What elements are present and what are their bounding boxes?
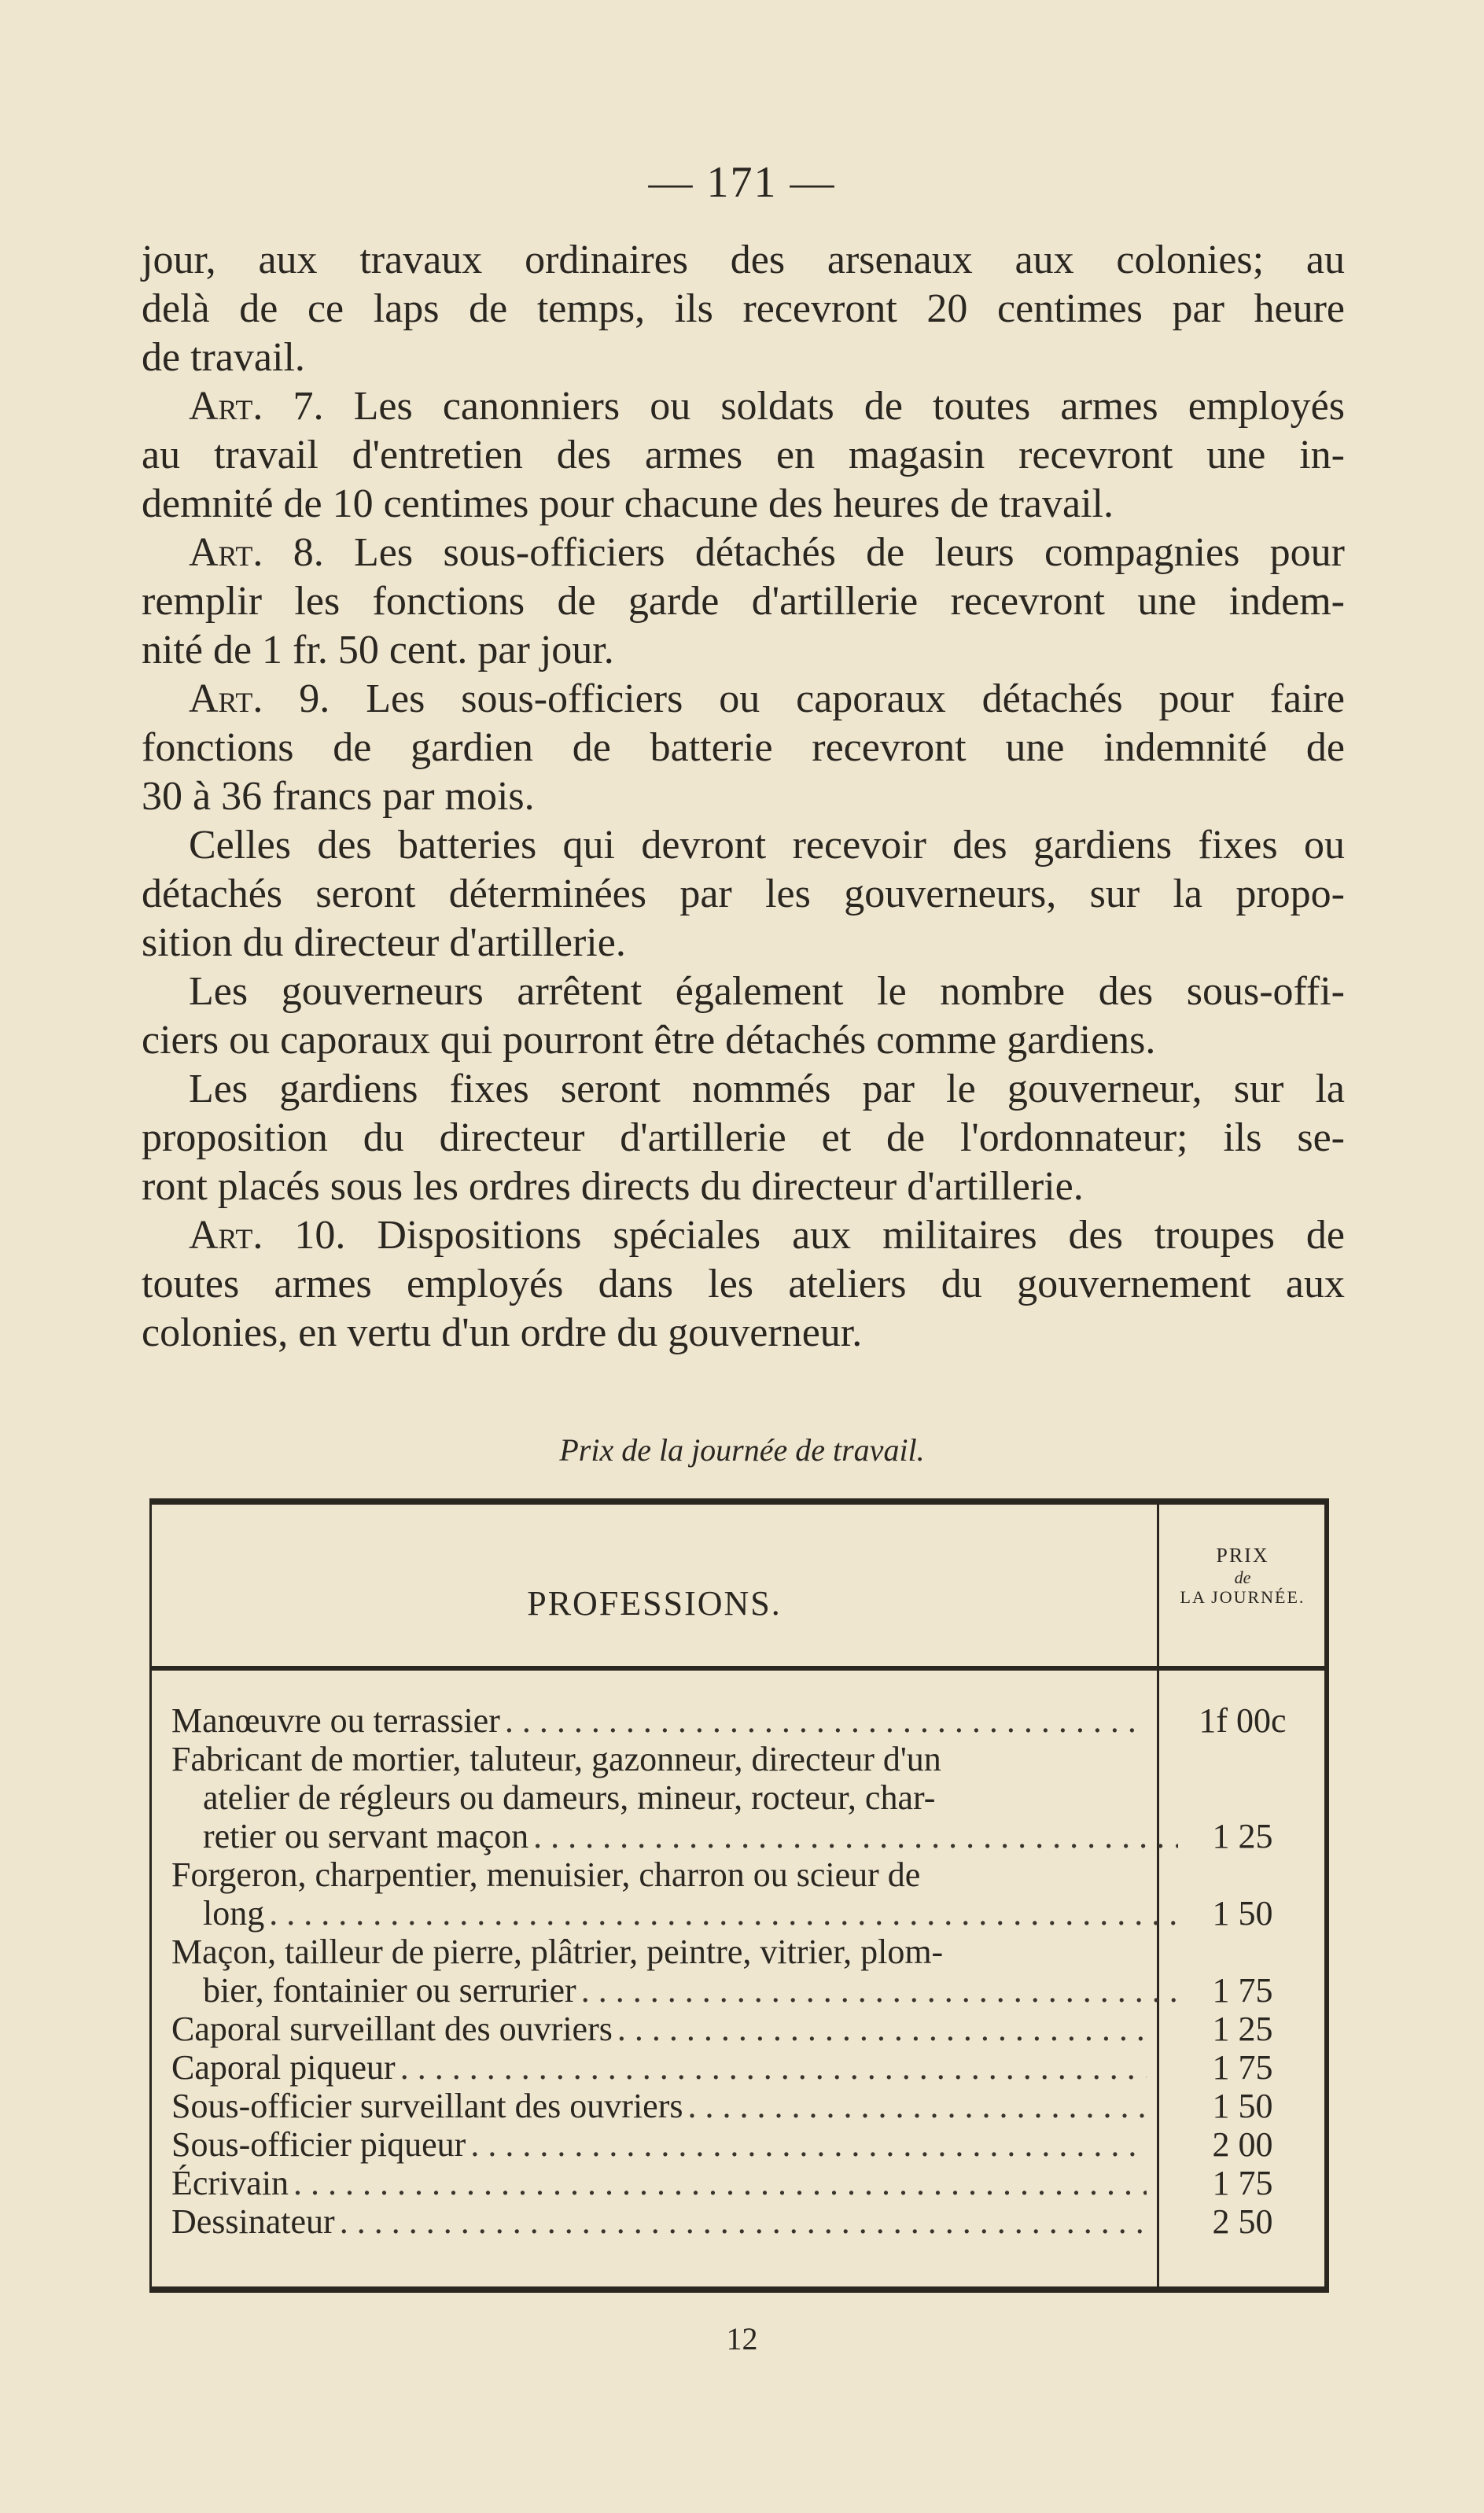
price-cell: 1f 00c [1199,1701,1287,1740]
dot-leader [466,2125,1147,2164]
profession-cell [171,2125,1147,2164]
table-row [171,1778,1320,1817]
table-row [171,1740,1320,1778]
paragraph [142,529,1345,675]
line-text: Celles des batteries qui devront recevoir des gardiens fixes ou [189,823,1345,868]
profession-cell [171,1971,1178,2010]
table-row [171,1701,1320,1740]
table-row [171,1971,1320,2010]
price-cell: 2 00 [1212,2125,1273,2164]
profession-name: Écrivain [171,2164,289,2202]
dot-leader [396,2048,1147,2087]
body-text [142,236,1345,1358]
table-row [171,2087,1320,2125]
line-text: Les gardiens fixes seront nommés par le gouverneur, sur la [189,1067,1345,1111]
line-text: delà de ce laps de temps, ils recevront 20 centimes par heure [142,286,1345,331]
line-text: demnité de 10 centimes pour chacune des heures de travail. [142,481,1114,526]
line-text: Les sous-officiers ou caporaux détachés pour faire [330,676,1345,721]
line-text: jour, aux travaux ordinaires des arsenaux aux colonies; au [142,238,1345,282]
table-row [171,2202,1320,2241]
line-text: Les sous-officiers détachés de leurs compagnies pour [323,530,1345,575]
dot-leader [613,2010,1147,2048]
text-line [142,772,1345,821]
line-text: ront placés sous les ordres directs du directeur d'artillerie. [142,1164,1084,1209]
price-header [1159,1544,1326,1607]
table-row [171,1894,1320,1933]
table-caption: Prix de la journée de travail. [559,1432,925,1468]
table-row [171,2010,1320,2048]
dot-leader [264,1894,1178,1933]
profession-cell [171,1740,1147,1778]
profession-name: retier ou servant maçon [203,1817,529,1855]
dot-leader [289,2164,1147,2202]
dot-leader [500,1701,1147,1740]
dot-leader [528,1817,1178,1855]
profession-cell [171,2010,1147,2048]
price-cell: 2 50 [1212,2202,1273,2241]
price-cell: 1 50 [1212,1894,1273,1933]
line-text: sition du directeur d'artillerie. [142,920,626,965]
table-rows [171,1701,1320,2241]
paragraph [142,236,1345,382]
line-text: au travail d'entretien des armes en magasin recevront une in- [142,433,1345,477]
line-text: Dispositions spéciales aux militaires des troupes de [345,1213,1345,1258]
table-row [171,2164,1320,2202]
price-cell: 1 25 [1212,1817,1273,1855]
professions-header: PROFESSIONS. [527,1584,782,1623]
profession-name: atelier de régleurs ou dameurs, mineur, rocteur, char- [203,1778,936,1817]
article-label: Art. 9. [189,676,330,721]
line-text: colonies, en vertu d'un ordre du gouverneur. [142,1310,863,1355]
text-line [142,1016,1345,1065]
text-line [142,967,1345,1016]
text-line [142,919,1345,967]
text-line [142,626,1345,675]
text-line [142,1309,1345,1358]
table-row [171,2048,1320,2087]
price-header-line-3: LA JOURNÉE. [1180,1587,1305,1608]
line-text: détachés seront déterminées par les gouverneurs, sur la propo- [142,871,1345,916]
profession-name: Sous-officier surveillant des ouvriers [171,2087,683,2125]
line-text: fonctions de gardien de batterie recevront une indemnité de [142,725,1345,770]
text-line [142,577,1345,626]
profession-name: Forgeron, charpentier, menuisier, charron ou scieur de [171,1855,921,1894]
table-row [171,1933,1320,1971]
paragraph [142,967,1345,1065]
text-line [142,675,1345,724]
text-line [142,333,1345,382]
dot-leader [683,2087,1147,2125]
price-cell: 1 75 [1212,2048,1273,2087]
text-line [142,724,1345,772]
price-header-line-2: de [1234,1567,1251,1587]
text-line [142,1065,1345,1114]
text-line [142,382,1345,431]
paragraph [142,821,1345,967]
profession-name: Caporal piqueur [171,2048,396,2087]
paragraph [142,675,1345,821]
line-text: de travail. [142,335,305,380]
article-label: Art. 8. [189,530,324,575]
paragraph [142,1065,1345,1211]
text-line [142,529,1345,577]
dot-leader [576,1971,1178,2010]
price-cell: 1 75 [1212,2164,1273,2202]
paragraph [142,1211,1345,1358]
text-line [142,236,1345,285]
text-line [142,1163,1345,1211]
line-text: Les gouverneurs arrêtent également le nombre des sous-offi- [189,969,1345,1014]
profession-cell [171,1933,1147,1971]
price-cell: 1 25 [1212,2010,1273,2048]
profession-cell [171,1701,1147,1740]
wage-table [149,1498,1329,2293]
text-line [142,1211,1345,1260]
profession-cell [171,1855,1147,1894]
line-text: 30 à 36 francs par mois. [142,774,535,819]
text-line [142,1114,1345,1163]
table-row [171,1817,1320,1855]
line-text: remplir les fonctions de garde d'artillerie recevront une indem- [142,579,1345,624]
table-row [171,1855,1320,1894]
text-line [142,821,1345,870]
profession-cell [171,2087,1147,2125]
text-line [142,1260,1345,1309]
profession-cell [171,2202,1147,2241]
profession-cell [171,1894,1178,1933]
line-text: toutes armes employés dans les ateliers du gouvernement aux [142,1262,1345,1306]
profession-name: Caporal surveillant des ouvriers [171,2010,613,2048]
article-label: Art. 7. [189,384,324,429]
table-row [171,2125,1320,2164]
price-cell: 1 50 [1212,2087,1273,2125]
line-text: proposition du directeur d'artillerie et de l'ordonnateur; ils se- [142,1115,1345,1160]
line-text: nité de 1 fr. 50 cent. par jour. [142,628,614,672]
profession-name: long [203,1894,265,1933]
profession-name: Maçon, tailleur de pierre, plâtrier, peintre, vitrier, plom- [171,1933,944,1971]
page-number: — 171 — [648,158,836,207]
profession-name: Dessinateur [171,2202,335,2241]
paragraph [142,382,1345,529]
line-text: Les canonniers ou soldats de toutes armes employés [323,384,1345,429]
header-rule [152,1666,1324,1671]
dot-leader [335,2202,1147,2241]
profession-cell [171,2048,1147,2087]
text-line [142,431,1345,480]
profession-name: Manœuvre ou terrassier [171,1701,500,1740]
profession-name: Sous-officier piqueur [171,2125,466,2164]
profession-cell [171,2164,1147,2202]
price-cell: 1 75 [1212,1971,1273,2010]
profession-cell [171,1817,1178,1855]
text-line [142,870,1345,919]
article-label: Art. 10. [189,1213,346,1258]
text-line [142,285,1345,333]
signature-mark: 12 [726,2321,758,2356]
price-header-line-1: PRIX [1216,1544,1269,1567]
profession-name: Fabricant de mortier, taluteur, gazonneur, directeur d'un [171,1740,941,1778]
profession-name: bier, fontainier ou serrurier [203,1971,576,2010]
text-line [142,480,1345,529]
profession-cell [171,1778,1178,1817]
line-text: ciers ou caporaux qui pourront être détachés comme gardiens. [142,1018,1156,1063]
